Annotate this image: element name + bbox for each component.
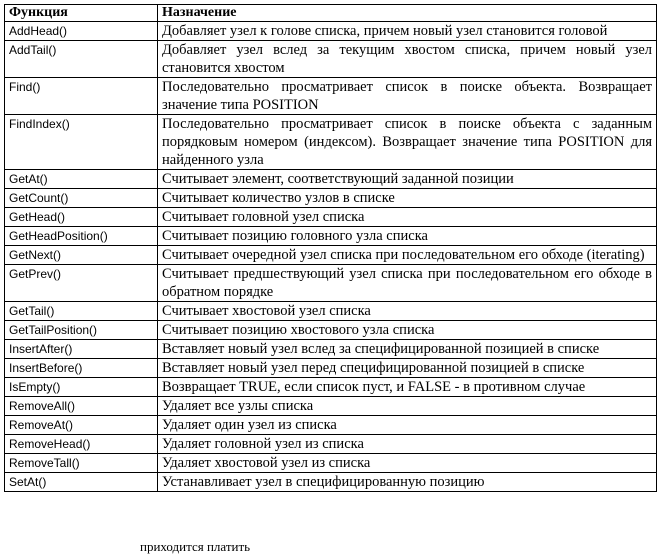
table-row bbox=[5, 416, 657, 435]
function-name-cell: GetNext() bbox=[5, 246, 158, 265]
table-row bbox=[5, 454, 657, 473]
description-cell: Считывает позицию хвостового узла списка bbox=[158, 321, 657, 340]
description-cell: Удаляет головной узел из списка bbox=[158, 435, 657, 454]
function-name-cell: IsEmpty() bbox=[5, 378, 158, 397]
table-row bbox=[5, 378, 657, 397]
description-cell: Считывает очередной узел списка при последовательном его обходе (iterating) bbox=[158, 246, 657, 265]
function-name-cell: FindIndex() bbox=[5, 115, 158, 170]
function-name-cell: SetAt() bbox=[5, 473, 158, 492]
function-name-cell: GetHead() bbox=[5, 208, 158, 227]
function-name-cell: AddHead() bbox=[5, 22, 158, 41]
header-function: Функция bbox=[5, 5, 158, 22]
header-purpose: Назначение bbox=[158, 5, 657, 22]
function-name-cell: RemoveTall() bbox=[5, 454, 158, 473]
table-row bbox=[5, 473, 657, 492]
table-row bbox=[5, 227, 657, 246]
function-name-cell: RemoveHead() bbox=[5, 435, 158, 454]
description-cell: Вставляет новый узел перед специфицированной позицией в списке bbox=[158, 359, 657, 378]
table-row bbox=[5, 435, 657, 454]
description-cell: Считывает количество узлов в списке bbox=[158, 189, 657, 208]
description-cell: Удаляет хвостовой узел из списка bbox=[158, 454, 657, 473]
description-cell: Считывает позицию головного узла списка bbox=[158, 227, 657, 246]
function-name-cell: InsertAfter() bbox=[5, 340, 158, 359]
function-name-cell: GetTail() bbox=[5, 302, 158, 321]
description-cell: Считывает головной узел списка bbox=[158, 208, 657, 227]
table-row bbox=[5, 170, 657, 189]
table-row bbox=[5, 359, 657, 378]
table-row bbox=[5, 78, 657, 115]
function-name-cell: AddTail() bbox=[5, 41, 158, 78]
description-cell: Устанавливает узел в специфицированную позицию bbox=[158, 473, 657, 492]
table-row bbox=[5, 189, 657, 208]
table-row bbox=[5, 302, 657, 321]
description-cell: Вставляет новый узел вслед за специфицированной позицией в списке bbox=[158, 340, 657, 359]
description-cell: Удаляет все узлы списка bbox=[158, 397, 657, 416]
function-name-cell: InsertBefore() bbox=[5, 359, 158, 378]
function-name-cell: GetPrev() bbox=[5, 265, 158, 302]
description-cell: Считывает элемент, соответствующий заданной позиции bbox=[158, 170, 657, 189]
description-cell: Последовательно просматривает список в поиске объекта. Возвращает значение типа POSITION bbox=[158, 78, 657, 115]
function-name-cell: Find() bbox=[5, 78, 158, 115]
table-row bbox=[5, 321, 657, 340]
description-cell: Добавляет узел к голове списка, причем новый узел становится головой bbox=[158, 22, 657, 41]
description-cell: Удаляет один узел из списка bbox=[158, 416, 657, 435]
table-row bbox=[5, 397, 657, 416]
function-name-cell: RemoveAt() bbox=[5, 416, 158, 435]
table-row bbox=[5, 41, 657, 78]
table-row bbox=[5, 208, 657, 227]
table-row bbox=[5, 115, 657, 170]
function-name-cell: RemoveAll() bbox=[5, 397, 158, 416]
description-cell: Добавляет узел вслед за текущим хвостом списка, причем новый узел становится хвостом bbox=[158, 41, 657, 78]
table-row bbox=[5, 246, 657, 265]
table-row bbox=[5, 265, 657, 302]
description-cell: Считывает хвостовой узел списка bbox=[158, 302, 657, 321]
table-row bbox=[5, 22, 657, 41]
page-text-fragment: приходится платить bbox=[140, 540, 251, 554]
functions-table bbox=[4, 4, 657, 492]
description-cell: Считывает предшествующий узел списка при последовательном его обходе в обратном порядке bbox=[158, 265, 657, 302]
function-name-cell: GetTailPosition() bbox=[5, 321, 158, 340]
description-cell: Последовательно просматривает список в поиске объекта с заданным порядковым номером (индексом). Возвращает значение типа POSITION для найденного узла bbox=[158, 115, 657, 170]
description-cell: Возвращает TRUE, если список пуст, и FALSE - в противном случае bbox=[158, 378, 657, 397]
table-row bbox=[5, 340, 657, 359]
function-name-cell: GetHeadPosition() bbox=[5, 227, 158, 246]
function-name-cell: GetAt() bbox=[5, 170, 158, 189]
table-header-row bbox=[5, 5, 657, 22]
function-name-cell: GetCount() bbox=[5, 189, 158, 208]
